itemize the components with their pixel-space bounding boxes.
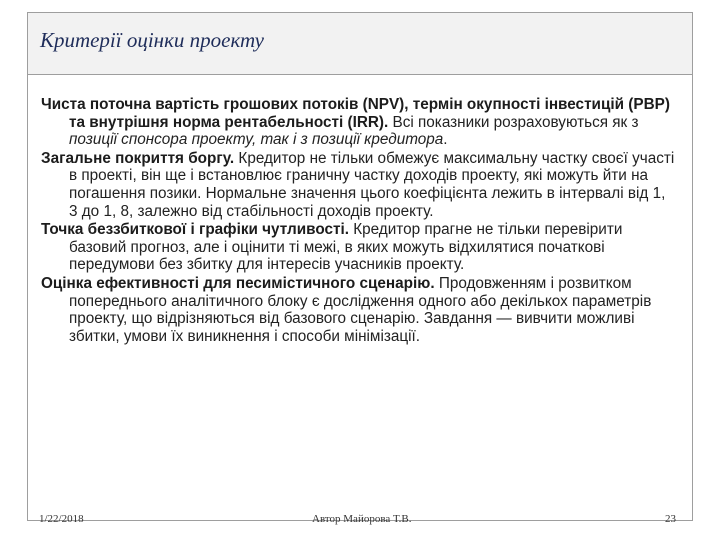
paragraph-heading: Точка беззбиткової і графіки чутливості. — [41, 221, 349, 239]
paragraph-text: Всі показники розраховуються як з — [388, 113, 639, 131]
paragraph-npv — [41, 96, 677, 149]
paragraph-debt-coverage — [41, 150, 677, 220]
paragraph-italic: позиції спонсора проекту, так і з позиції кредитора — [69, 131, 444, 149]
title-divider — [28, 74, 692, 75]
paragraph-heading: Загальне покриття боргу. — [41, 149, 235, 167]
paragraph-pessimistic — [41, 275, 677, 345]
paragraph-tail: . — [443, 131, 448, 149]
paragraph-break-even — [41, 221, 677, 274]
paragraph-text: Кредитор прагне не тільки перевірити базовий прогноз, але і оцінити ті межі, в яких можуть відхилятися початкові передумови без збитку для інтересів учасників проекту. — [69, 221, 623, 274]
paragraph-text: Продовженням і розвитком попереднього аналітичного блоку є дослідження одного або декількох параметрів проекту, що відрізняються від базового сценарію. Завдання — вивчити можливі збитки, умови їх виникнення і способи мінімізації. — [69, 274, 652, 345]
paragraph-heading: Оцінка ефективності для песимістичного сценарію. — [41, 274, 435, 292]
slide-body — [41, 96, 677, 346]
slide-title: Критерії оцінки проекту — [40, 28, 265, 52]
footer-page-number: 23 — [665, 513, 676, 525]
footer-author: Автор Майорова Т.В. — [312, 513, 412, 525]
paragraph-text: Кредитор не тільки обмежує максимальну частку своєї участі в проекті, він ще і встановлює граничну частку доходів проекту, які можуть йти на погашення позики. Нормальне значення цього коефіцієнта лежить в інтервалі від 1, 3 до 1, 8, залежно від стабільності доходів проекту. — [69, 149, 675, 220]
paragraph-heading: Чиста поточна вартість грошових потоків (NPV), термін окупності інвестицій (РВР) та внутрішня норма рентабельності (IRR). — [41, 96, 670, 131]
footer-date: 1/22/2018 — [39, 513, 84, 525]
